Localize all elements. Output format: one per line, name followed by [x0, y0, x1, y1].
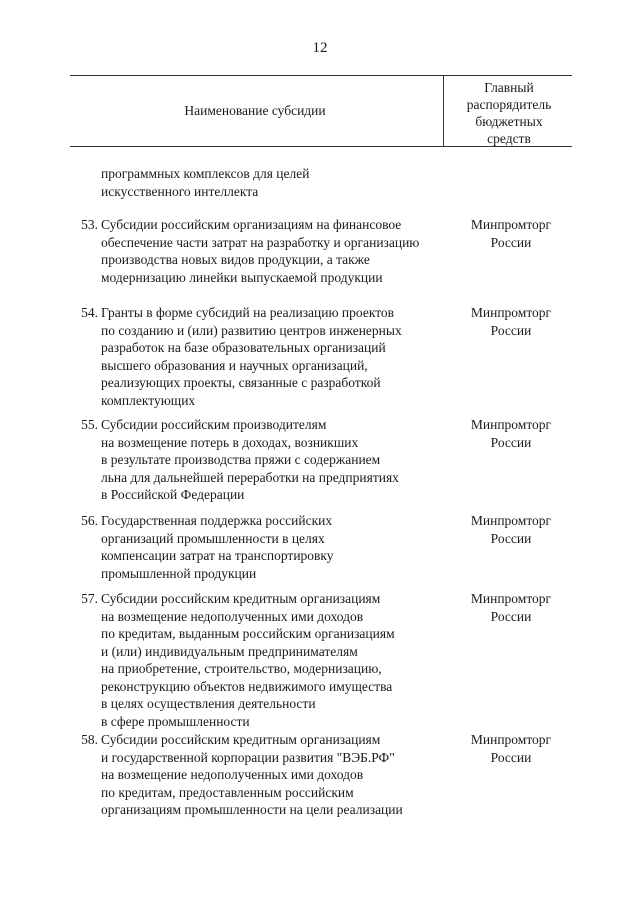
row-subsidy-text: Субсидии российским кредитным организациям и государственной корпорации развития "ВЭБ.РФ" на возмещение недополученных ими доходов по кредитам, предоставленным российским организациям промышленности на цели реализации: [101, 732, 403, 817]
table-header-bottom-rule: [70, 146, 572, 147]
header-column-divider: [443, 76, 444, 146]
row-budget-manager: Минпромторг России: [470, 591, 552, 624]
row-subsidy-text: Государственная поддержка российских организаций промышленности в целях компенсации затрат на транспортировку промышленной продукции: [101, 513, 334, 581]
header-budget-manager: Главный распорядитель бюджетных средств: [466, 80, 552, 146]
page-number: 12: [312, 40, 328, 56]
continuation-text: программных комплексов для целей искусственного интеллекта: [101, 166, 310, 199]
row-number: 53.: [81, 217, 98, 232]
row-budget-manager: Минпромторг России: [470, 732, 552, 765]
row-subsidy-text: Субсидии российским кредитным организациям на возмещение недополученных ими доходов по кредитам, выданным российским организациям и (или) индивидуальным предпринимателям на приобретение, строительство, модернизацию, реконструкцию объектов недвижимого имущества в целях осуществления деятельности в сфере промышленности: [101, 591, 395, 729]
row-budget-manager: Минпромторг России: [470, 305, 552, 338]
row-subsidy-text: Субсидии российским производителям на возмещение потерь в доходах, возникших в результате производства пряжи с содержанием льна для дальнейшей переработки на предприятиях в Российской Федерации: [101, 417, 399, 502]
row-subsidy-text: Гранты в форме субсидий на реализацию проектов по созданию и (или) развитию центров инженерных разработок на базе образовательных организаций высшего образования и научных организаций, реализующих проекты, связанные с разработкой комплектующих: [101, 305, 402, 408]
row-number: 54.: [81, 305, 98, 320]
row-number: 57.: [81, 591, 98, 606]
row-number: 55.: [81, 417, 98, 432]
row-budget-manager: Минпромторг России: [470, 513, 552, 546]
row-budget-manager: Минпромторг России: [470, 417, 552, 450]
row-subsidy-text: Субсидии российским организациям на финансовое обеспечение части затрат на разработку и организацию производства новых видов продукции, а также модернизацию линейки выпускаемой продукции: [101, 217, 420, 285]
row-number: 56.: [81, 513, 98, 528]
row-budget-manager: Минпромторг России: [470, 217, 552, 250]
row-number: 58.: [81, 732, 98, 747]
table-top-rule: [70, 75, 572, 76]
header-subsidy-name: Наименование субсидии: [184, 103, 326, 118]
